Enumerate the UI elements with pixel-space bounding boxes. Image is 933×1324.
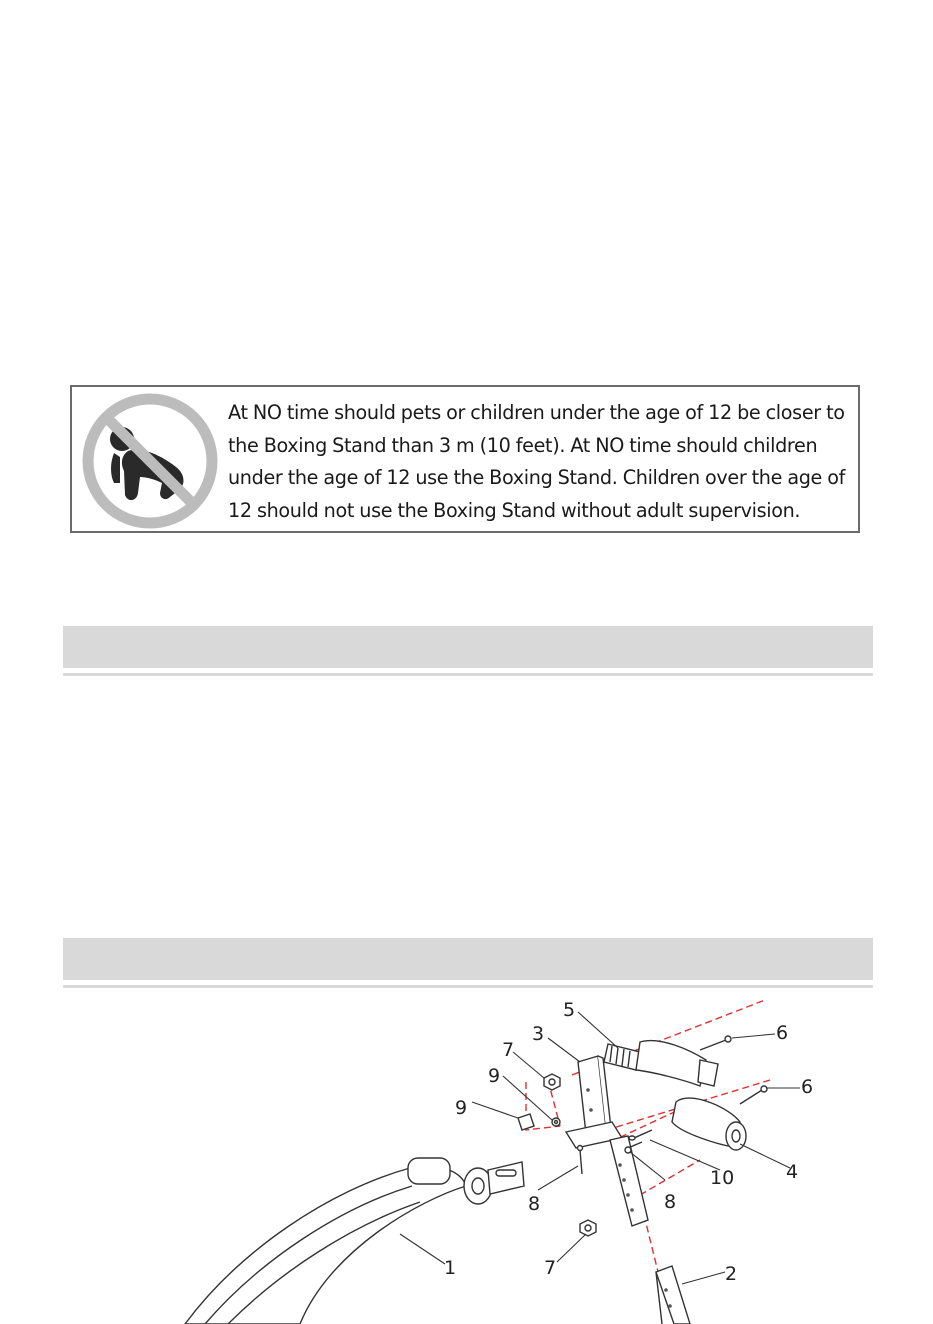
part-2-tube: [656, 1266, 690, 1324]
warning-text: At NO time should pets or children under the age of 12 be closer to the Boxing Stand than 3 m (10 feet). At NO time should children under the age of 12 use the Boxing Stand. Children over the age of 12 should not use the Boxing Stand without adult supervision.: [228, 401, 846, 522]
part-5-roller: [604, 1041, 718, 1086]
child-safety-warning: [70, 385, 860, 533]
section-rule-1: [63, 673, 873, 676]
callout-4: 4: [786, 1161, 799, 1183]
callout-9b: 9: [455, 1097, 468, 1119]
part-9-washers: [518, 1114, 560, 1130]
part-1-bench: [185, 1158, 524, 1324]
callout-5: 5: [563, 999, 576, 1021]
callout-7b: 7: [544, 1257, 557, 1279]
section-rule-2: [63, 985, 873, 988]
section-header-2: [63, 938, 873, 980]
callout-7a: 7: [502, 1039, 515, 1061]
callout-6b: 6: [801, 1076, 814, 1098]
callout-6a: 6: [776, 1022, 789, 1044]
callout-2: 2: [725, 1263, 738, 1285]
section-header-1: [63, 626, 873, 668]
no-children-icon: [80, 391, 220, 531]
callout-1: 1: [444, 1257, 457, 1279]
assembly-diagram: [0, 990, 933, 1324]
callout-8a: 8: [528, 1193, 541, 1215]
part-3-upright: [566, 1056, 672, 1308]
callout-9a: 9: [488, 1065, 501, 1087]
part-4-roller: [672, 1098, 746, 1150]
callout-3: 3: [532, 1023, 545, 1045]
callout-10: 10: [710, 1167, 735, 1189]
callout-8b: 8: [664, 1191, 677, 1213]
